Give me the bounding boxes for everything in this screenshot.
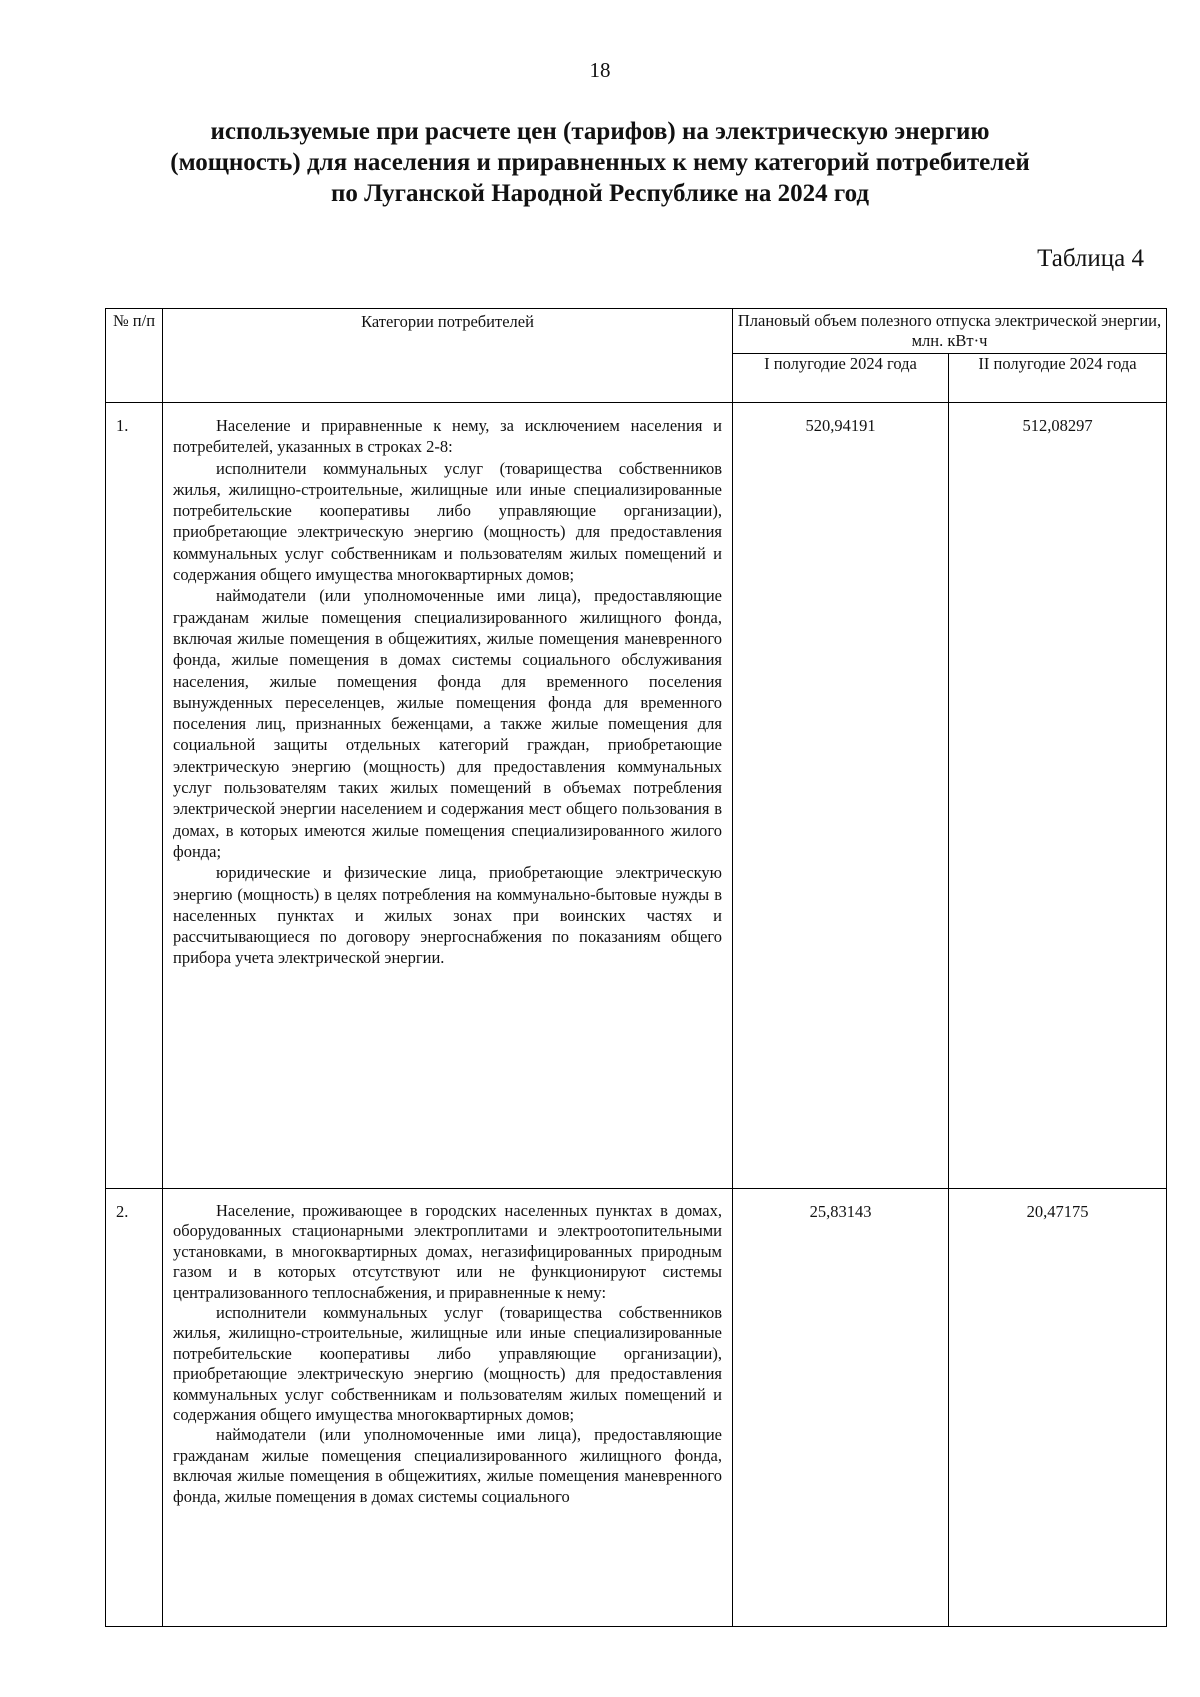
category-paragraph: наймодатели (или уполномоченные ими лица), предоставляющие гражданам жилые помещения специализированного жилищного фонда, включая жилые помещения в общежитиях, жилые помещения маневренного фонда, жилые помещения в домах системы социального — [173, 1425, 722, 1506]
second-half-value: 512,08297 — [949, 403, 1167, 1189]
table-row — [106, 1189, 1167, 1627]
category-paragraph: Население, проживающее в городских населенных пунктах в домах, оборудованных стационарными электроплитами и электроотопительными установками, в многоквартирных домах, негазифицированных природным газом и в которых отсутствуют или не функционируют системы централизованного теплоснабжения, и приравненные к нему: — [173, 1201, 722, 1302]
tariff-volume-table — [105, 308, 1167, 1627]
category-paragraph: наймодатели (или уполномоченные ими лица), предоставляющие гражданам жилые помещения специализированного жилищного фонда, включая жилые помещения в общежитиях, жилые помещения маневренного фонда, жилые помещения в домах системы социального обслуживания населения, жилые помещения фонда для временного поселения вынужденных переселенцев, жилые помещения фонда для временного поселения лиц, признанных беженцами, а также жилые помещения для социальной защиты отдельных категорий граждан, приобретающие электрическую энергию (мощность) для предоставления коммунальных услуг пользователям таких жилых помещений в объемах потребления электрической энергии населением и содержания мест общего пользования в домах, в которых имеются жилые помещения специализированного жилого фонда; — [173, 586, 722, 861]
row-category — [163, 403, 733, 1189]
second-half-value: 20,47175 — [949, 1189, 1167, 1627]
row-number: 1. — [106, 403, 163, 1189]
category-paragraph: юридические и физические лица, приобретающие электрическую энергию (мощность) в целях потребления на коммунально-бытовые нужды в населенных пунктах и жилых зонах при воинских частях и рассчитывающиеся по договору энергоснабжения по показаниям общего прибора учета электрической энергии. — [173, 863, 722, 968]
first-half-value: 520,94191 — [733, 403, 949, 1189]
table-header-row — [106, 309, 1167, 354]
title-line-1: используемые при расчете цен (тарифов) на электрическую энергию — [210, 118, 990, 145]
category-paragraph: Население и приравненные к нему, за исключением населения и потребителей, указанных в строках 2-8: — [173, 416, 722, 457]
header-first-half: I полугодие 2024 года — [733, 354, 949, 403]
page-number: 18 — [589, 58, 611, 82]
document-title — [100, 116, 1100, 209]
title-line-2: (мощность) для населения и приравненных к нему категорий потребителей — [170, 149, 1030, 176]
table-row — [106, 403, 1167, 1189]
row-number: 2. — [106, 1189, 163, 1627]
header-number: № п/п — [106, 309, 163, 403]
first-half-value: 25,83143 — [733, 1189, 949, 1627]
header-category: Категории потребителей — [163, 309, 733, 403]
table-label: Таблица 4 — [1037, 245, 1144, 272]
category-paragraph: исполнители коммунальных услуг (товарищества собственников жилья, жилищно-строительные, жилищные или иные специализированные потребительские кооперативы либо управляющие организации), приобретающие электрическую энергию (мощность) для предоставления коммунальных услуг собственникам и пользователям жилых помещений и содержания общего имущества многоквартирных домов; — [173, 458, 722, 585]
header-second-half: II полугодие 2024 года — [949, 354, 1167, 403]
row-category — [163, 1189, 733, 1627]
header-planned-volume: Плановый объем полезного отпуска электрической энергии, млн. кВт·ч — [733, 309, 1167, 354]
title-line-3: по Луганской Народной Республике на 2024 год — [330, 180, 870, 207]
category-paragraph: исполнители коммунальных услуг (товарищества собственников жилья, жилищно-строительные, жилищные или иные специализированные потребительские кооперативы либо управляющие организации), приобретающие электрическую энергию (мощность) для предоставления коммунальных услуг собственникам и пользователям жилых помещений и содержания общего имущества многоквартирных домов; — [173, 1303, 722, 1425]
